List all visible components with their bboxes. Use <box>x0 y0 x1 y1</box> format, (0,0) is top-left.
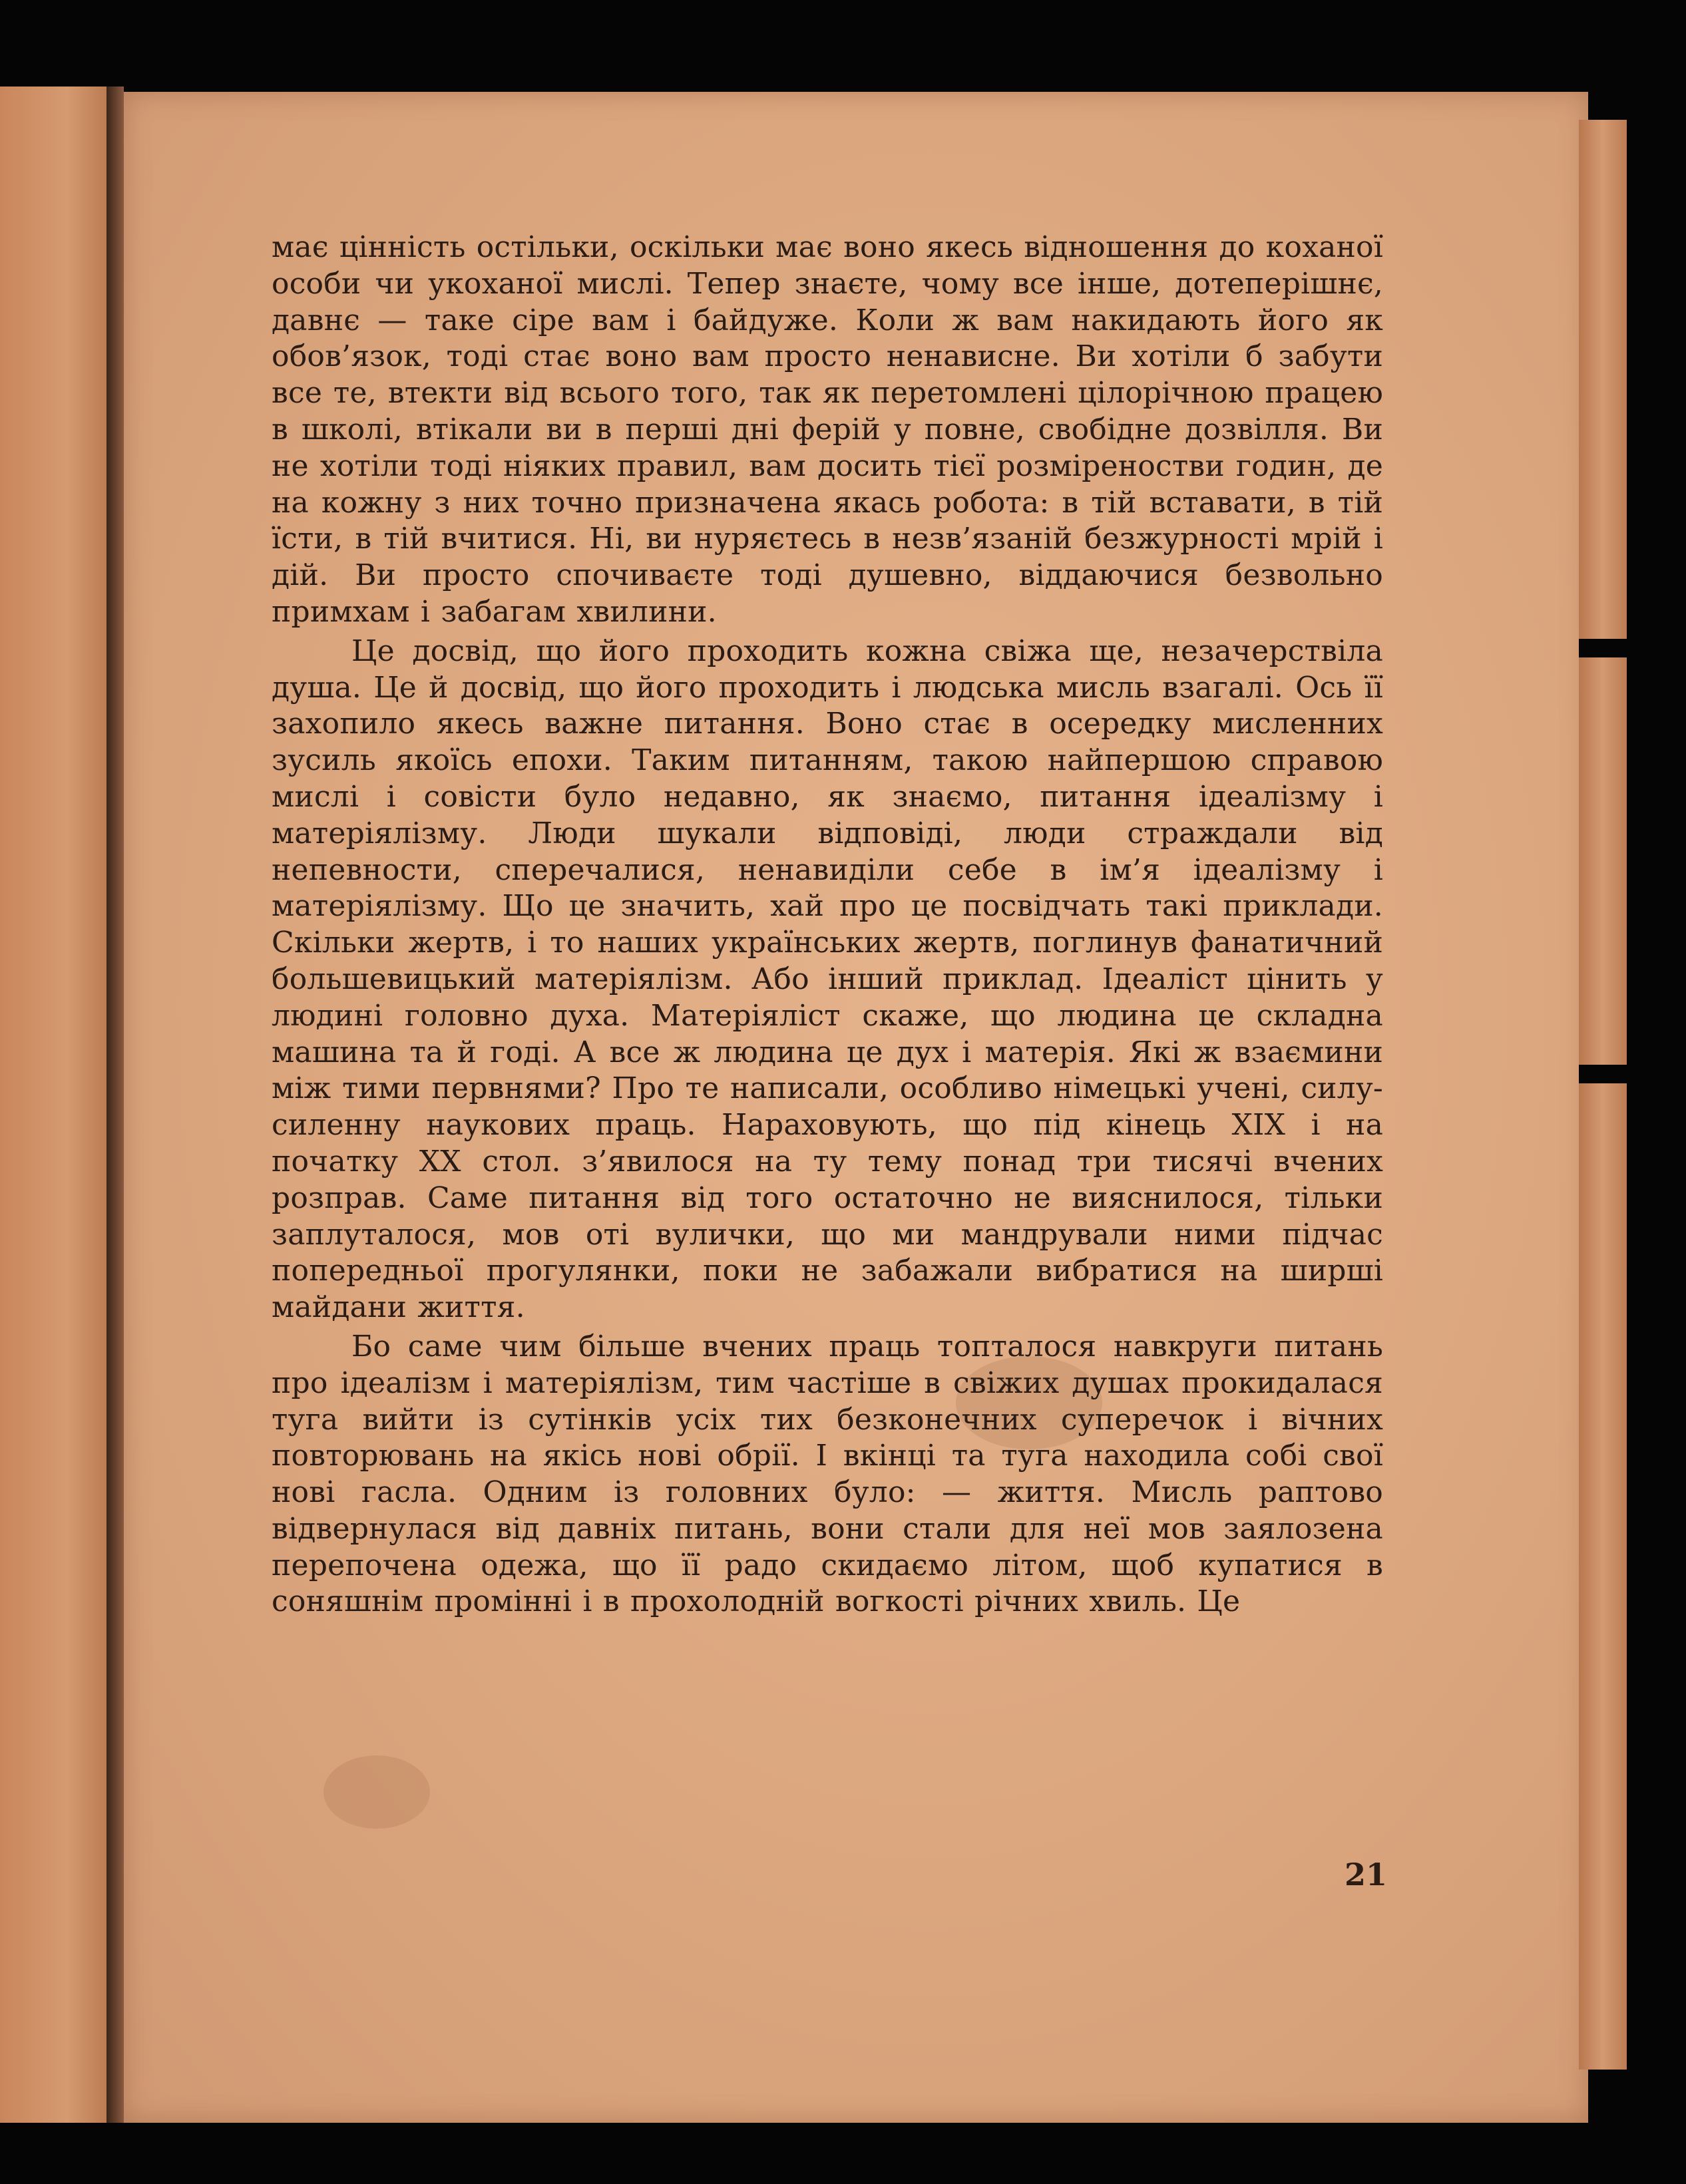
page-number: 21 <box>1345 1857 1388 1893</box>
paragraph-2: Це досвід, що його проходить кожна свіжа ще, незачерствіла душа. Це й досвід, що його проходить і людська мисль взагалі. Ось її захопило якесь важне питання. Воно стає в осередку мисленних зусиль якоїсь епохи. Таким питанням, такою найпершою справою мислі і совісти було недавно, як знаємо, питання ідеалізму і матеріялізму. Люди шукали відповіді, люди страждали від непевности, сперечалися, ненавиділи себе в ім’я ідеалізму і матеріялізму. Що це значить, хай про це посвідчать такі приклади. Скільки жертв, і то наших українських жертв, поглинув фанатичний большевицький матеріялізм. Або інший приклад. Ідеаліст цінить у людині головно духа. Матеріяліст скаже, що людина це складна машина та й годі. А все ж людина це дух і матерія. Які ж взаємини між тими первнями? Про те написали, особливо німецькі учені, силу-силенну наукових праць. Нараховують, що під кінець XIX і на початку XX стол. з’явилося на ту тему понад три тисячі вчених розправ. Саме питання від того остаточно не вияснилося, тільки заплуталося, мов оті вулички, що ми мандрували ними підчас попередньої прогулянки, поки не забажали вибратися на ширші майдани життя. <box>272 634 1383 1325</box>
page-edge-notch <box>1579 639 1627 657</box>
paragraph-3: Бо саме чим більше вчених праць топталося навкруги питань про ідеалізм і матеріялізм, тим частіше в свіжих душах прокидалася туга вийти із сутінків усіх тих безконечних суперечок і вічних повторювань на якісь нові обрії. І вкінці та туга находила собі свої нові гасла. Одним із головних було: — життя. Мисль раптово відвернулася від давніх питань, вони стали для неї мов заялозена перепочена одежа, що її радо скидаємо літом, щоб купатися в соняшнім промінні і в прохолодній вогкості річних хвиль. Це <box>272 1329 1383 1619</box>
left-page-edge <box>0 87 112 2123</box>
page-edge-notch <box>1579 1065 1627 1083</box>
paragraph-1: має цінність остільки, оскільки має воно якесь відношення до коханої особи чи укоханої мислі. Тепер знаєте, чому все інше, дотеперішнє, давнє — таке сіре вам і байдуже. Коли ж вам накидають його як обов’язок, тоді стає воно вам просто ненависне. Ви хотіли б забути все те, втекти від всього того, так як перетомлені цілорічною працею в школі, втікали ви в перші дні ферій у повне, свобідне дозвілля. Ви не хотіли тоді ніяких правил, вам досить тієї розміреностви годин, де на кожну з них точно призначена якась робота: в тій вставати, в тій їсти, в тій вчитися. Ні, ви нуряєтесь в незв’язаній безжурності мрій і дій. Ви просто спочиваєте тоді душевно, віддаючися безвольно примхам і забагам хвилини. <box>272 230 1383 629</box>
page-body-text <box>272 230 1383 1620</box>
book-gutter <box>106 87 124 2123</box>
right-page-edge <box>1579 120 1627 2070</box>
paper-stain <box>323 1755 430 1829</box>
